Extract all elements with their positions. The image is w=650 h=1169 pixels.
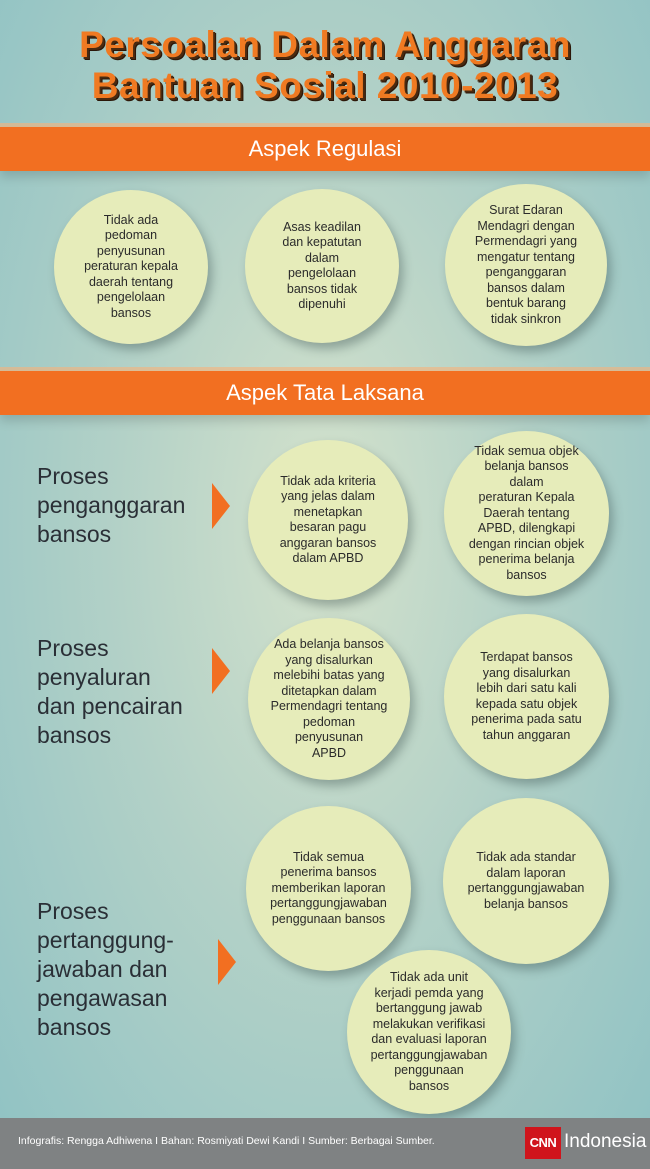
footer-credit: Infografis: Rengga Adhiwena I Bahan: Rosmiyati Dewi Kandi I Sumber: Berbagai Sumber. [18,1135,435,1147]
pertanggungjawaban-circle-1 [246,806,411,971]
section-band-regulasi [0,127,650,171]
circle-text: Tidak semua penerima bansos memberikan laporan pertanggungjawaban penggunaan bansos [270,849,387,926]
regulasi-circle-3 [445,184,607,346]
penganggaran-circle-2 [444,431,609,596]
circle-text: Tidak semua objek belanja bansos dalam peraturan Kepala Daerah tentang APBD, dilengkapi dengan rincian objek penerima belanja bansos [468,443,585,582]
chevron-right-icon [212,648,230,694]
pertanggungjawaban-circle-3 [347,950,511,1114]
chevron-right-icon [212,483,230,529]
cnn-logo: CNN [525,1127,561,1159]
title-line-1: Persoalan Dalam Anggaran [79,24,571,65]
chevron-right-icon [218,939,236,985]
title-line-2: Bantuan Sosial 2010-2013 [91,65,559,106]
circle-text: Tidak ada pedoman penyusunan peraturan kepala daerah tentang pengelolaan bansos [84,212,178,320]
circle-text: Tidak ada unit kerjadi pemda yang bertanggung jawab melakukan verifikasi dan evaluasi laporan pertanggungjawaban penggunaan bansos [370,970,488,1093]
pertanggungjawaban-circle-2 [443,798,609,964]
process-label-penyaluran: Proses penyaluran dan pencairan bansos [37,635,183,748]
circle-text: Tidak ada kriteria yang jelas dalam menetapkan besaran pagu anggaran bansos dalam APBD [279,473,377,565]
section-title-regulasi: Aspek Regulasi [248,136,402,161]
circle-text: Surat Edaran Mendagri dengan Permendagri yang mengatur tentang penganggaran bansos dalam bentuk barang tidak sinkron [474,203,578,326]
section-title-tata-laksana: Aspek Tata Laksana [226,380,424,405]
circle-text: Asas keadilan dan kepatutan dalam pengelolaan bansos tidak dipenuhi [282,219,362,311]
penyaluran-circle-1 [248,618,410,780]
regulasi-circle-2 [245,189,399,343]
section-band-tata-laksana [0,371,650,415]
circle-text: Terdapat bansos yang disalurkan lebih dari satu kali kepada satu objek penerima pada satu tahun anggaran [471,650,582,742]
penganggaran-circle-1 [248,440,408,600]
circle-text: Tidak ada standar dalam laporan pertanggungjawaban belanja bansos [467,850,585,911]
brand-name: Indonesia [564,1131,647,1152]
circle-text: Ada belanja bansos yang disalurkan melebihi batas yang ditetapkan dalam Permendagri tentang pedoman penyusunan APBD [270,637,388,760]
regulasi-circle-1 [54,190,208,344]
process-label-penganggaran: Proses penganggaran bansos [37,463,186,547]
process-label-pertanggungjawaban: Proses pertanggung- jawaban dan pengawasan bansos [37,898,174,1040]
penyaluran-circle-2 [444,614,609,779]
